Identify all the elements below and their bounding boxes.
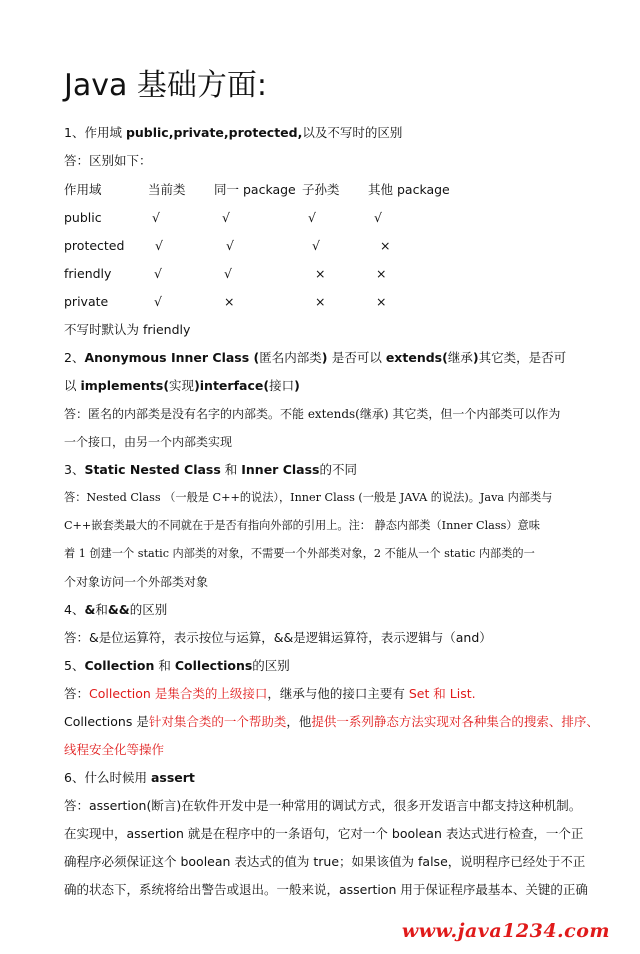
q2-text: 以: [64, 378, 81, 393]
table-row-name: protected: [64, 238, 125, 253]
q2-bold: extends(: [385, 350, 448, 365]
q6-number: 6、什么时候用: [64, 770, 151, 785]
q3-text: 的不同: [319, 462, 357, 477]
q2-text: 匿名内部类: [259, 350, 322, 365]
q5-text: ，继承与他的接口主要有: [267, 686, 409, 701]
q2-answer: 答：匿名的内部类是没有名字的内部类。不能 extends(继承) 其它类，但一个内部类可以作为: [64, 407, 561, 421]
q4-text: 的区别: [129, 602, 168, 617]
q3-bold: Static Nested Class: [84, 462, 221, 477]
q5-text: ，他: [286, 714, 312, 729]
q1-answer: 答：区别如下：: [64, 153, 152, 168]
q5-text: 答：: [64, 686, 90, 701]
q3-text: 和: [220, 462, 242, 477]
q5-heading: [64, 657, 290, 675]
table-row-name: private: [64, 294, 109, 309]
q2-text: 是否可以: [331, 350, 386, 365]
q5-bold: Collections: [174, 658, 253, 673]
q6-answer: 确的状态下，系统将给出警告或退出。一般来说，assertion 用于保证程序最基本、关键的正确: [64, 882, 588, 897]
q5-number: 5、: [64, 658, 85, 673]
table-header: 当前类: [148, 182, 186, 197]
q5-text: 的区别: [252, 658, 290, 673]
q3-answer: 答：Nested Class （一般是 C++的说法），Inner Class (一般是 JAVA 的说法)。Java 内部类与: [64, 491, 553, 504]
q2-number: 2、: [64, 350, 85, 365]
q2-answer: 一个接口，由另一个内部类实现: [64, 435, 233, 449]
table-cell: ×: [380, 238, 391, 253]
q1-heading: [64, 124, 402, 142]
q2-bold: ): [472, 350, 479, 365]
q3-answer: 着 1 创建一个 static 内部类的对象，不需要一个外部类对象，2 不能从一个 static 内部类的一: [64, 547, 535, 560]
q5-text: 和: [154, 658, 175, 673]
q5-answer: [64, 713, 599, 731]
q1-rest: 以及不写时的区别: [302, 125, 403, 140]
q2-text: 接口: [269, 378, 295, 393]
q2-heading: [64, 349, 566, 367]
table-cell: ×: [315, 294, 326, 309]
q2-text: 其它类，是否可: [478, 350, 567, 365]
table-header: 同一 package: [214, 182, 296, 197]
q6-answer: 确程序必须保证这个 boolean 表达式的值为 true；如果该值为 false，说明程序已经处于不正: [64, 854, 586, 869]
q5-highlight: 针对集合类的一个帮助类: [148, 714, 287, 729]
q5-answer: [64, 685, 476, 703]
table-cell: ×: [315, 266, 326, 281]
table-cell: √: [308, 210, 316, 225]
table-header: 作用域: [64, 182, 102, 197]
q6-heading: [64, 769, 195, 787]
q3-answer: C++嵌套类最大的不同就在于是否有指向外部的引用上。注： 静态内部类（Inner Class）意味: [64, 519, 540, 532]
table-row-name: friendly: [64, 266, 112, 281]
q2-heading-line2: [64, 377, 300, 395]
table-cell: √: [154, 294, 162, 309]
q4-number: 4、: [64, 602, 85, 617]
q6-answer: 在实现中，assertion 就是在程序中的一条语句，它对一个 boolean 表达式进行检查，一个正: [64, 826, 584, 841]
table-cell: ×: [224, 294, 235, 309]
q1-bold: public,private,protected,: [125, 125, 303, 140]
q6-bold: assert: [150, 770, 195, 785]
q3-number: 3、: [64, 462, 85, 477]
q4-answer: 答：&是位运算符，表示按位与运算，&&是逻辑运算符，表示逻辑与（and）: [64, 630, 492, 645]
q6-answer: 答：assertion(断言)在软件开发中是一种常用的调试方式，很多开发语言中都支持这种机制。: [64, 798, 582, 813]
table-header: 子孙类: [302, 182, 340, 197]
watermark-link[interactable]: www.java1234.com: [401, 920, 610, 942]
q4-heading: [64, 601, 167, 619]
q2-text: 实现: [169, 378, 195, 393]
table-cell: √: [152, 210, 160, 225]
q5-highlight: 提供一系列静态方法实现对各种集合的搜索、排序、: [311, 714, 599, 729]
table-header: 其他 package: [368, 182, 450, 197]
table-cell: ×: [376, 294, 387, 309]
table-cell: √: [222, 210, 230, 225]
q5-bold: Collection: [84, 658, 155, 673]
table-cell: √: [374, 210, 382, 225]
q4-text: 和: [95, 602, 108, 617]
q2-bold: )interface(: [194, 378, 270, 393]
table-cell: √: [224, 266, 232, 281]
q1-number: 1、作用域: [64, 125, 126, 140]
q4-bold: &: [84, 602, 96, 617]
table-cell: √: [226, 238, 234, 253]
table-cell: ×: [376, 266, 387, 281]
q2-bold: ): [294, 378, 300, 393]
q3-heading: [64, 461, 357, 479]
q4-bold: &&: [107, 602, 130, 617]
q3-answer: 个对象访问一个外部类对象: [64, 575, 209, 589]
q5-highlight: 线程安全化等操作: [64, 742, 165, 757]
q5-text: Collections 是: [64, 714, 149, 729]
page-title: Java 基础方面:: [64, 68, 268, 103]
q2-text: 继承: [447, 350, 473, 365]
table-cell: √: [154, 266, 162, 281]
q2-bold: ): [321, 350, 332, 365]
q1-note: 不写时默认为 friendly: [64, 322, 191, 337]
q5-highlight: Set 和 List.: [408, 686, 476, 701]
table-row-name: public: [64, 210, 102, 225]
table-cell: √: [155, 238, 163, 253]
q2-bold: Anonymous Inner Class (: [84, 350, 260, 365]
q5-highlight: Collection 是集合类的上级接口: [89, 686, 268, 701]
q3-bold: Inner Class: [241, 462, 320, 477]
table-cell: √: [312, 238, 320, 253]
q2-bold: implements(: [80, 378, 170, 393]
